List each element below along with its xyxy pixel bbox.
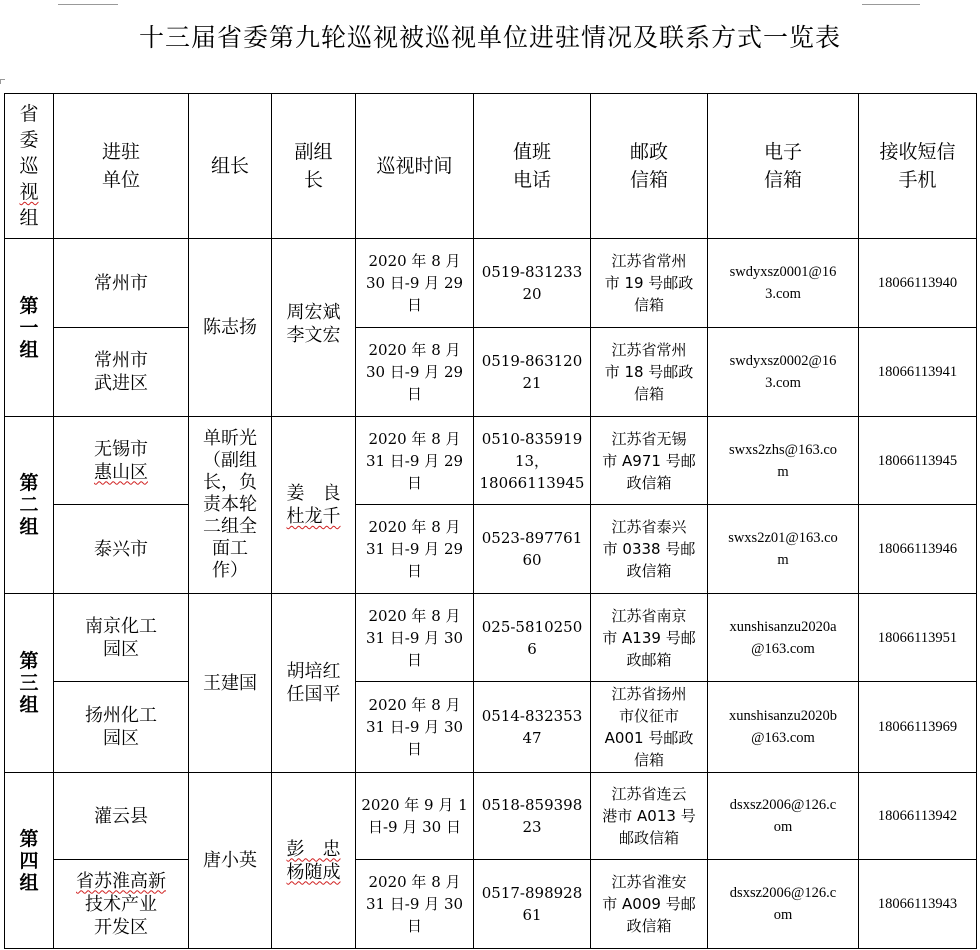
mobile-cell: 18066113951 <box>859 594 977 682</box>
header-leader: 组长 <box>189 94 272 239</box>
group-label: 第 四 组 <box>5 773 54 949</box>
time-cell: 2020 年 8 月 31 日-9 月 30 日 <box>356 594 474 682</box>
page-corner-mark-right <box>862 4 920 5</box>
mobile-cell: 18066113969 <box>859 682 977 773</box>
deputy-cell: 周宏斌 李文宏 <box>272 239 356 417</box>
time-cell: 2020 年 8 月 31 日-9 月 29 日 <box>356 505 474 594</box>
time-cell: 2020 年 8 月 30 日-9 月 29 日 <box>356 239 474 328</box>
unit-cell: 南京化工 园区 <box>54 594 189 682</box>
group-label: 第 一 组 <box>5 239 54 417</box>
header-row <box>5 94 977 239</box>
postbox-cell: 江苏省连云 港市 A013 号 邮政信箱 <box>591 773 708 860</box>
deputy-cell: 姜 良 杜龙千 <box>272 417 356 594</box>
table-row <box>5 505 977 594</box>
page-corner-mark-left <box>58 4 118 5</box>
leader-cell: 陈志扬 <box>189 239 272 417</box>
unit-cell: 无锡市 惠山区 <box>54 417 189 505</box>
phone-cell: 0523-897761 60 <box>474 505 591 594</box>
time-cell: 2020 年 8 月 30 日-9 月 29 日 <box>356 328 474 417</box>
mobile-cell: 18066113941 <box>859 328 977 417</box>
group-label: 第 三 组 <box>5 594 54 773</box>
deputy-cell: 胡培红 任国平 <box>272 594 356 773</box>
mobile-cell: 18066113945 <box>859 417 977 505</box>
header-deputy: 副组 长 <box>272 94 356 239</box>
mobile-cell: 18066113943 <box>859 860 977 949</box>
header-email: 电子 信箱 <box>708 94 859 239</box>
time-cell: 2020 年 8 月 31 日-9 月 30 日 <box>356 860 474 949</box>
mobile-cell: 18066113942 <box>859 773 977 860</box>
time-cell: 2020 年 9 月 1 日-9 月 30 日 <box>356 773 474 860</box>
table-row <box>5 860 977 949</box>
deputy-cell: 彭 忠 杨随成 <box>272 773 356 949</box>
phone-cell: 0517-898928 61 <box>474 860 591 949</box>
postbox-cell: 江苏省常州 市 18 号邮政 信箱 <box>591 328 708 417</box>
table-row <box>5 594 977 682</box>
mobile-cell: 18066113940 <box>859 239 977 328</box>
email-cell: swdyxsz0002@16 3.com <box>708 328 859 417</box>
unit-cell: 扬州化工 园区 <box>54 682 189 773</box>
unit-cell: 泰兴市 <box>54 505 189 594</box>
email-cell: xunshisanzu2020b @163.com <box>708 682 859 773</box>
mobile-cell: 18066113946 <box>859 505 977 594</box>
header-unit: 进驻 单位 <box>54 94 189 239</box>
table-row <box>5 682 977 773</box>
phone-cell: 0519-863120 21 <box>474 328 591 417</box>
header-postbox: 邮政 信箱 <box>591 94 708 239</box>
time-cell: 2020 年 8 月 31 日-9 月 30 日 <box>356 682 474 773</box>
email-cell: xunshisanzu2020a @163.com <box>708 594 859 682</box>
header-time: 巡视时间 <box>356 94 474 239</box>
postbox-cell: 江苏省淮安 市 A009 号邮 政信箱 <box>591 860 708 949</box>
email-cell: swxs2zhs@163.co m <box>708 417 859 505</box>
header-phone: 值班 电话 <box>474 94 591 239</box>
margin-marker <box>0 79 5 84</box>
unit-cell: 省苏淮高新 技术产业 开发区 <box>54 860 189 949</box>
postbox-cell: 江苏省常州 市 19 号邮政 信箱 <box>591 239 708 328</box>
phone-cell: 0514-832353 47 <box>474 682 591 773</box>
postbox-cell: 江苏省泰兴 市 0338 号邮 政信箱 <box>591 505 708 594</box>
table-row <box>5 417 977 505</box>
page-title: 十三届省委第九轮巡视被巡视单位进驻情况及联系方式一览表 <box>138 23 841 52</box>
inspection-contact-table <box>4 93 977 949</box>
postbox-cell: 江苏省无锡 市 A971 号邮 政信箱 <box>591 417 708 505</box>
phone-cell: 0518-859398 23 <box>474 773 591 860</box>
table-row <box>5 328 977 417</box>
unit-cell: 常州市 <box>54 239 189 328</box>
header-group: 省 委 巡 视 组 <box>5 94 54 239</box>
header-mobile: 接收短信 手机 <box>859 94 977 239</box>
postbox-cell: 江苏省扬州 市仪征市 A001 号邮政 信箱 <box>591 682 708 773</box>
leader-cell: 单昕光 （副组 长，负 责本轮 二组全 面工 作） <box>189 417 272 594</box>
leader-cell: 王建国 <box>189 594 272 773</box>
group-label: 第 二 组 <box>5 417 54 594</box>
postbox-cell: 江苏省南京 市 A139 号邮 政邮箱 <box>591 594 708 682</box>
email-cell: swxs2z01@163.co m <box>708 505 859 594</box>
phone-cell: 0519-831233 20 <box>474 239 591 328</box>
email-cell: dsxsz2006@126.c om <box>708 773 859 860</box>
unit-cell: 常州市 武进区 <box>54 328 189 417</box>
phone-cell: 0510-835919 13， 18066113945 <box>474 417 591 505</box>
table-row <box>5 773 977 860</box>
leader-cell: 唐小英 <box>189 773 272 949</box>
email-cell: swdyxsz0001@16 3.com <box>708 239 859 328</box>
unit-cell: 灌云县 <box>54 773 189 860</box>
table-row <box>5 239 977 328</box>
time-cell: 2020 年 8 月 31 日-9 月 29 日 <box>356 417 474 505</box>
email-cell: dsxsz2006@126.c om <box>708 860 859 949</box>
phone-cell: 025-5810250 6 <box>474 594 591 682</box>
